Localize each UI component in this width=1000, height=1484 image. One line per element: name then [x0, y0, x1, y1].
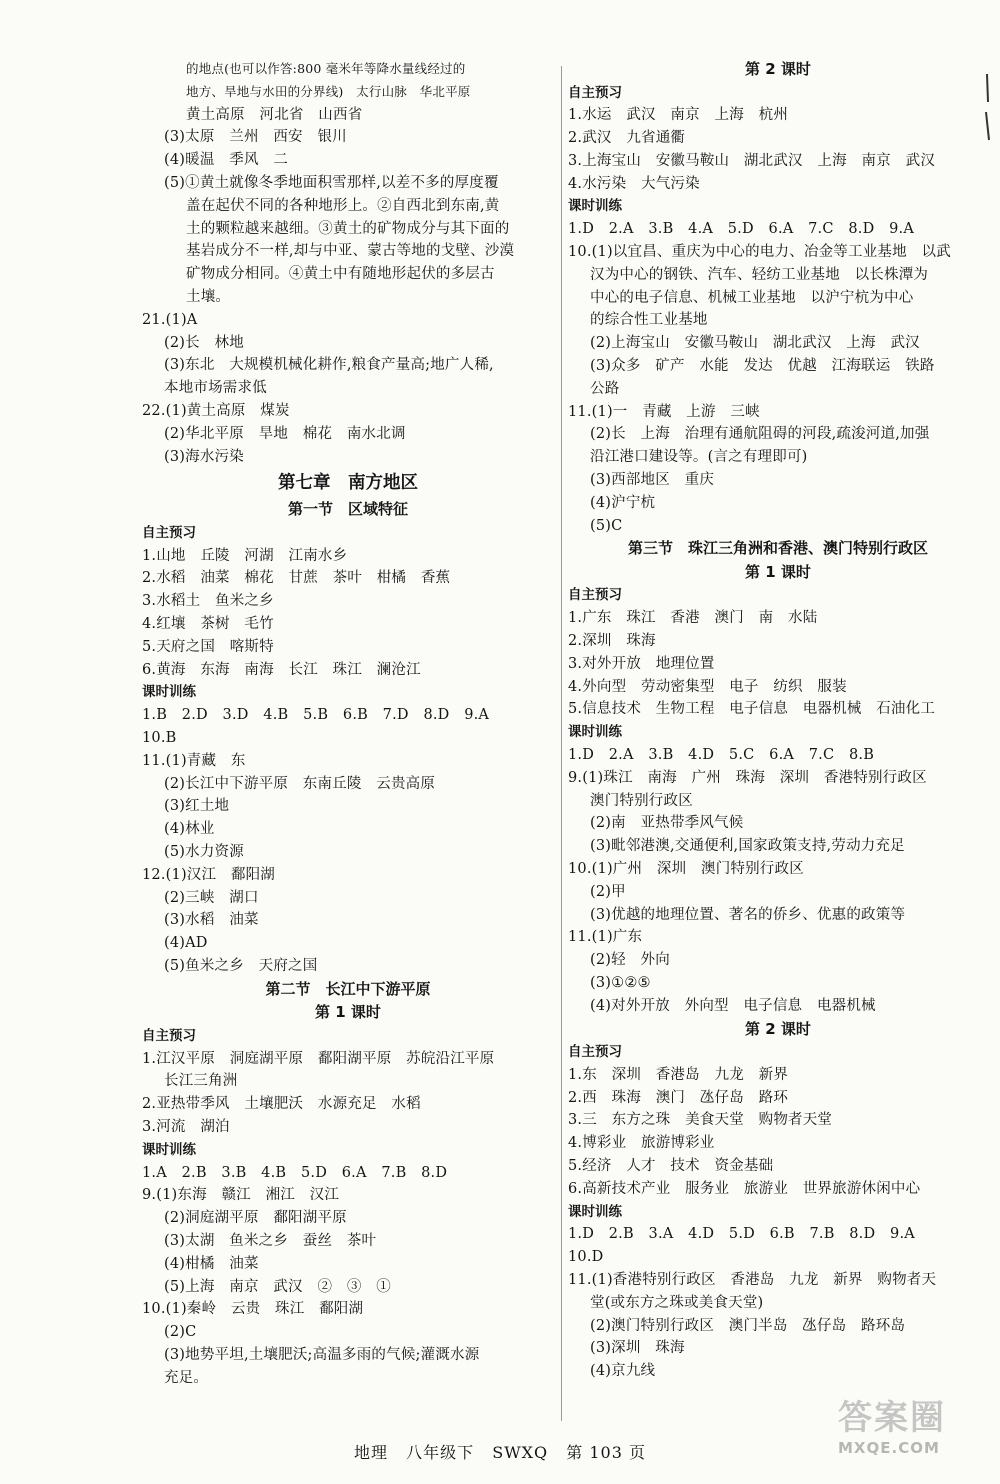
answer-line: 5.信息技术 生物工程 电子信息 电器机械 石油化工	[568, 701, 936, 718]
answer-line: 3.上海宝山 安徽马鞍山 湖北武汉 上海 南京 武汉	[568, 152, 936, 169]
answer-line: 本地市场需求低	[164, 380, 267, 397]
answer-line: 4.博彩业 旅游博彩业	[568, 1135, 715, 1152]
answer-line: 充足。	[164, 1369, 209, 1386]
answer-line: 3.对外开放 地理位置	[568, 655, 715, 672]
answer-line: (2)长江中下游平原 东南丘陵 云贵高原	[164, 775, 436, 792]
footer-page-number: 第 103 页	[566, 1443, 646, 1462]
answer-line: 10.B	[142, 730, 177, 747]
answer-line: 10.(1)秦岭 云贵 珠江 鄱阳湖	[142, 1301, 364, 1318]
answer-line: 3.河流 湖泊	[142, 1118, 230, 1135]
answer-line: (5)C	[590, 517, 623, 534]
answer-line: 黄土高原 河北省 山西省	[186, 106, 363, 123]
answer-line: (3)西部地区 重庆	[590, 472, 715, 489]
subsection-heading: 自主预习	[142, 1027, 196, 1044]
subsection-heading: 课时训练	[568, 724, 622, 741]
chapter-title: 第七章 南方地区	[278, 473, 418, 494]
footer-subject: 地理	[354, 1443, 389, 1462]
answer-line: 6.黄海 东海 南海 长江 珠江 澜沧江	[142, 661, 421, 678]
answer-line: (4)暖温 季风 二	[164, 152, 289, 169]
answer-line: 5.天府之国 喀斯特	[142, 638, 274, 655]
answer-line: (2)长 林地	[164, 334, 244, 351]
subsection-heading: 自主预习	[568, 84, 622, 101]
answer-line: (4)京九线	[590, 1363, 656, 1380]
answer-line: (3)众多 矿产 水能 发达 优越 江海联运 铁路	[590, 358, 935, 375]
subsection-heading: 课时训练	[142, 684, 196, 701]
answer-line: 地方、旱地与水田的分界线) 太行山脉 华北平原	[186, 83, 471, 99]
answer-line: 1.D 2.A 3.B 4.D 5.C 6.A 7.C 8.B	[568, 747, 875, 764]
answer-line: 公路	[590, 380, 620, 397]
answer-line: (2)轻 外向	[590, 952, 670, 969]
answer-line: 11.(1)一 青藏 上游 三峡	[568, 403, 760, 420]
subsection-heading: 课时训练	[568, 198, 622, 215]
answer-line: 的地点(也可以作答:800 毫米年等降水量线经过的	[186, 61, 466, 76]
answer-line: 1.D 2.B 3.A 4.D 5.D 6.B 7.B 8.D 9.A	[568, 1226, 915, 1243]
answer-line: (2)华北平原 旱地 棉花 南水北调	[164, 425, 406, 442]
answer-line: 3.三 东方之珠 美食天堂 购物者天堂	[568, 1112, 833, 1129]
answer-line: (5)①黄土就像冬季地面积雪那样,以差不多的厚度覆	[164, 174, 499, 191]
answer-line: 2.亚热带季风 土壤肥沃 水源充足 水稻	[142, 1096, 421, 1113]
answer-line: 11.(1)青藏 东	[142, 752, 246, 769]
subsection-heading: 自主预习	[568, 587, 622, 604]
answer-line: (4)沪宁杭	[590, 494, 656, 511]
answer-line: 10.(1)以宜昌、重庆为中心的电力、冶金等工业基地 以武	[568, 244, 951, 261]
answer-line: (3)①②⑤	[590, 974, 651, 991]
answer-line: (2)三峡 湖口	[164, 889, 259, 906]
answer-line: (2)C	[164, 1324, 197, 1341]
answer-line: (3)东北 大规模机械化耕作,粮食产量高;地广人稀,	[164, 357, 494, 374]
answer-line: 11.(1)香港特别行政区 香港岛 九龙 新界 购物者天	[568, 1272, 937, 1289]
section-title: 第 1 课时	[745, 562, 811, 581]
answer-line: (3)太湖 鱼米之乡 蚕丝 茶叶	[164, 1232, 377, 1249]
subsection-heading: 课时训练	[568, 1203, 622, 1220]
answer-line: 沿江港口建设等。(言之有理即可)	[590, 449, 808, 466]
watermark-logo: 答案圈	[838, 1398, 946, 1438]
answer-line: 6.高新技术产业 服务业 旅游业 世界旅游休闲中心	[568, 1180, 921, 1197]
answer-line: (3)水稻 油菜	[164, 912, 259, 929]
answer-line: 9.(1)珠江 南海 广州 珠海 深圳 香港特别行政区	[568, 769, 927, 786]
scan-edge-mark	[982, 72, 992, 142]
answer-line: 10.D	[568, 1249, 604, 1266]
answer-line: (4)林业	[164, 821, 215, 838]
answer-line: 矿物成分相同。④黄土中有随地形起伏的多层古	[186, 266, 495, 283]
answer-line: 基岩成分不一样,却与中亚、蒙古等地的戈壁、沙漠	[186, 243, 515, 260]
answer-line: 2.深圳 珠海	[568, 633, 656, 650]
answer-line: (3)红土地	[164, 798, 230, 815]
answer-line: 21.(1)A	[142, 311, 198, 328]
answer-line: (5)鱼米之乡 天府之国	[164, 957, 318, 974]
answer-line: (3)地势平坦,土壤肥沃;高温多雨的气候;灌溉水源	[164, 1346, 480, 1363]
section-title: 第 2 课时	[745, 60, 811, 78]
answer-line: (4)柑橘 油菜	[164, 1255, 259, 1272]
answer-line: 2.水稻 油菜 棉花 甘蔗 茶叶 柑橘 香蕉	[142, 570, 451, 587]
answer-line: 5.经济 人才 技术 资金基础	[568, 1158, 774, 1175]
answer-line: 4.红壤 茶树 毛竹	[142, 616, 274, 633]
answer-line: (2)洞庭湖平原 鄱阳湖平原	[164, 1210, 347, 1227]
section-title: 第二节 长江中下游平原	[265, 979, 431, 998]
answer-line: 长江三角洲	[164, 1073, 238, 1090]
answer-line: 澳门特别行政区	[590, 792, 693, 809]
answer-line: 4.水污染 大气污染	[568, 175, 700, 192]
subsection-heading: 自主预习	[568, 1044, 622, 1061]
answer-line: 土的颗粒越来越细。③黄土的矿物成分与其下面的	[186, 220, 510, 237]
answer-line: 2.武汉 九省通衢	[568, 130, 686, 147]
answer-line: 1.水运 武汉 南京 上海 杭州	[568, 107, 789, 124]
answer-line: 22.(1)黄土高原 煤炭	[142, 402, 290, 419]
answer-line: 11.(1)广东	[568, 929, 643, 946]
footer-code: SWXQ	[492, 1443, 549, 1462]
answer-line: (5)上海 南京 武汉 ② ③ ①	[164, 1278, 391, 1295]
answer-line: (4)AD	[164, 935, 208, 952]
answer-line: 土壤。	[186, 288, 231, 305]
subsection-heading: 自主预习	[142, 524, 196, 541]
answer-line: (2)南 亚热带季风气候	[590, 815, 744, 832]
answer-line: (2)长 上海 治理有通航阻碍的河段,疏浚河道,加强	[590, 426, 930, 443]
answer-line: (3)深圳 珠海	[590, 1340, 685, 1357]
answer-line: (2)上海宝山 安徽马鞍山 湖北武汉 上海 武汉	[590, 335, 920, 352]
answer-line: (3)太原 兰州 西安 银川	[164, 129, 347, 146]
subsection-heading: 课时训练	[142, 1141, 196, 1158]
answer-line: 2.西 珠海 澳门 氹仔岛 路环	[568, 1089, 789, 1106]
answer-line: 1.江汉平原 洞庭湖平原 鄱阳湖平原 苏皖沿江平原	[142, 1050, 495, 1067]
answer-line: 1.山地 丘陵 河湖 江南水乡	[142, 547, 348, 564]
column-divider	[561, 66, 562, 1421]
site-watermark	[838, 1398, 988, 1478]
section-title: 第三节 珠江三角洲和香港、澳门特别行政区	[627, 539, 928, 558]
answer-line: 汉为中心的钢铁、汽车、轻纺工业基地 以长株潭为	[590, 266, 929, 283]
answer-line: (2)澳门特别行政区 澳门半岛 氹仔岛 路环岛	[590, 1317, 906, 1334]
answer-line: 盖在起伏不同的各种地形上。②自西北到东南,黄	[186, 197, 500, 214]
answer-line: 3.水稻土 鱼米之乡	[142, 593, 274, 610]
answer-line: (5)水力资源	[164, 844, 244, 860]
answer-line: 的综合性工业基地	[590, 312, 708, 329]
answer-line: 中心的电子信息、机械工业基地 以沪宁杭为中心	[590, 289, 914, 306]
answer-line: 10.(1)广州 深圳 澳门特别行政区	[568, 861, 804, 877]
answer-line: (4)对外开放 外向型 电子信息 电器机械	[590, 997, 876, 1014]
answer-line: (2)甲	[590, 883, 626, 900]
answer-line: 1.广东 珠江 香港 澳门 南 水陆	[568, 610, 818, 627]
answer-line: 9.(1)东海 赣江 湘江 汉江	[142, 1187, 340, 1204]
answer-line: 1.东 深圳 香港岛 九龙 新界	[568, 1066, 789, 1083]
answer-line: 1.A 2.B 3.B 4.B 5.D 6.A 7.B 8.D	[142, 1164, 448, 1181]
section-title: 第 1 课时	[315, 1003, 381, 1022]
footer-grade: 八年级下	[406, 1443, 475, 1462]
answer-line: 12.(1)汉江 鄱阳湖	[142, 866, 275, 883]
answer-line: 4.外向型 劳动密集型 电子 纺织 服装	[568, 678, 847, 695]
answer-line: (3)海水污染	[164, 448, 244, 465]
answer-line: 1.D 2.A 3.B 4.A 5.D 6.A 7.C 8.D 9.A	[568, 221, 915, 238]
section-title: 第 2 课时	[745, 1019, 811, 1038]
right-column	[568, 58, 988, 1383]
watermark-url: MXQE.COM	[838, 1439, 940, 1457]
answer-line: (3)优越的地理位置、著名的侨乡、优惠的政策等	[590, 906, 906, 923]
answer-line: 堂(或东方之珠或美食天堂)	[590, 1294, 764, 1311]
section-title: 第一节 区域特征	[287, 500, 408, 519]
answer-line: 1.B 2.D 3.D 4.B 5.B 6.B 7.D 8.D 9.A	[142, 707, 490, 724]
left-column	[142, 58, 554, 1390]
answer-line: (3)毗邻港澳,交通便利,国家政策支持,劳动力充足	[590, 838, 905, 855]
